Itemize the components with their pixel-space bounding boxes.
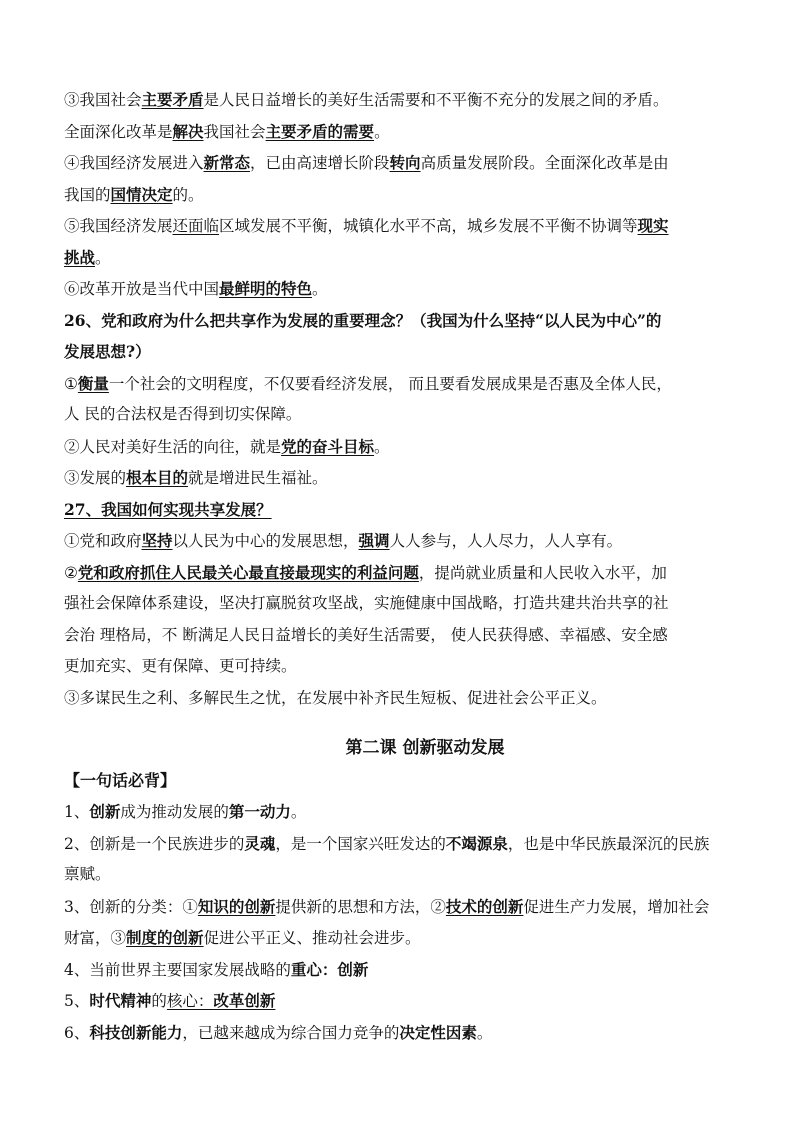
- body-text: 就是增进民生福祉。: [188, 469, 328, 487]
- emphasis-text: 核心：: [166, 992, 214, 1010]
- emphasis-text: 26、党和政府为什么把共享作为发展的重要理念？（我国为什么坚持“以人民为中心”的: [64, 310, 662, 330]
- body-text: ，也是中华民族最深沉的民族: [507, 834, 710, 853]
- body-text: 。: [290, 803, 307, 821]
- body-text: ③多谋民生之利、多解民生之忧，在发展中补齐民生短板、促进社会公平正义。: [64, 688, 607, 707]
- text-line: [64, 242, 744, 274]
- emphasis-text: 最鲜明的特色: [219, 279, 313, 298]
- top-block: [64, 84, 744, 714]
- text-line: [64, 431, 744, 463]
- text-line: [64, 828, 744, 860]
- text-line: [64, 84, 744, 116]
- emphasis-text: 改革创新: [213, 991, 276, 1010]
- body-text: ，已越来越成为综合国力竞争的: [182, 1023, 400, 1042]
- emphasis-text: 不竭源泉: [445, 833, 508, 853]
- body-text: ，是一个国家兴旺发达的: [275, 834, 446, 853]
- emphasis-text: 党和政府抓住人民最关心最直接最现实的利益问题: [77, 562, 419, 582]
- text-line: [64, 273, 744, 305]
- text-line: [64, 494, 744, 526]
- body-text: 。: [374, 122, 390, 141]
- emphasis-text: 27、我国如何实现共享发展？: [64, 499, 272, 519]
- emphasis-text: 还面临: [172, 217, 220, 235]
- body-text: 6、: [64, 1023, 90, 1042]
- emphasis-text: 新常态: [203, 153, 251, 172]
- body-text: 的: [151, 992, 167, 1010]
- text-line: [64, 922, 744, 954]
- emphasis-text: 时代精神: [89, 991, 152, 1010]
- text-line: [64, 462, 744, 494]
- text-line: [64, 683, 744, 715]
- text-line: [64, 336, 744, 368]
- body-text: 。: [312, 280, 328, 298]
- body-text: 促进生产力发展，增加社会: [523, 897, 710, 916]
- body-text: 人 民的合法权是否得到切实保障。: [64, 405, 302, 423]
- body-text: 我国的: [64, 185, 111, 204]
- emphasis-text: 挑战: [64, 247, 96, 267]
- text-line: [64, 116, 744, 148]
- emphasis-text: 主要矛盾的需要: [265, 121, 375, 141]
- body-text: ①党和政府: [64, 532, 142, 550]
- text-line: [64, 179, 744, 211]
- body-text: 。: [476, 1023, 493, 1042]
- text-line: [64, 651, 744, 683]
- emphasis-text: 制度的创新: [126, 928, 204, 947]
- body-text: 财富，③: [64, 929, 127, 947]
- body-text: ③发展的: [64, 469, 127, 487]
- body-text: ⑤我国经济发展: [64, 217, 173, 235]
- body-text: 2、创新是一个民族进步的: [64, 834, 245, 853]
- body-text: 的。: [172, 185, 204, 204]
- emphasis-text: 根本目的: [126, 468, 189, 487]
- text-line: [64, 210, 744, 242]
- text-line: [64, 399, 744, 431]
- text-line: [64, 588, 744, 620]
- emphasis-text: 主要矛盾: [141, 90, 204, 109]
- text-line: [64, 1017, 744, 1049]
- body-text: 以人民为中心的发展思想，: [172, 532, 359, 550]
- body-text: 强社会保障体系建设，坚决打赢脱贫攻坚战，实施健康中国战略，打造共建共治共享的社: [64, 594, 669, 612]
- body-text: 1、: [64, 803, 90, 821]
- bottom-block: [64, 796, 744, 1048]
- body-text: 提供新的思想和方法，②: [275, 897, 446, 916]
- emphasis-text: 灵魂: [244, 833, 276, 853]
- body-text: 我国社会: [203, 122, 266, 141]
- emphasis-text: 重心：创新: [290, 959, 369, 979]
- emphasis-text: 发展思想?）: [64, 342, 151, 361]
- body-text: 一个社会的文明程度，不仅要看经济发展， 而且要看发展成果是否惠及全体人民，: [108, 374, 672, 393]
- body-text: ③我国社会: [64, 91, 142, 109]
- text-line: [64, 859, 744, 891]
- text-line: [64, 891, 744, 923]
- body-text: ⑥改革开放是当代中国: [64, 280, 220, 298]
- emphasis-text: 现实: [637, 216, 669, 235]
- emphasis-text: 国情决定: [110, 184, 173, 204]
- text-line: [64, 147, 744, 179]
- text-line: [64, 954, 744, 986]
- body-text: 更加充实、更有保障、更可持续。: [64, 657, 297, 675]
- lesson-title: 第二课 创新驱动发展: [345, 738, 505, 758]
- emphasis-text: 解决: [172, 121, 204, 141]
- emphasis-text: 创新: [89, 802, 121, 821]
- emphasis-text: 第一动力: [228, 802, 291, 821]
- body-text: ，提尚就业质量和人民收入水平，加: [418, 563, 667, 582]
- emphasis-text: 转向: [389, 153, 421, 172]
- body-text: 是人民日益增长的美好生活需要和不平衡不充分的发展之间的矛盾。: [203, 91, 669, 109]
- text-line: [64, 557, 744, 589]
- body-text: 。: [95, 248, 111, 267]
- emphasis-text: 技术的创新: [445, 896, 524, 916]
- section-heading: 【一句话必背】: [64, 771, 177, 790]
- text-line: [64, 525, 744, 557]
- text-line: [64, 985, 744, 1017]
- document-page: [64, 84, 744, 1048]
- body-text: 促进公平正义、推动社会进步。: [203, 929, 421, 947]
- emphasis-text: 坚持: [141, 531, 173, 550]
- body-text: 成为推动发展的: [120, 803, 229, 821]
- emphasis-text: 知识的创新: [197, 896, 276, 916]
- body-text: 会治 理格局，不 断满足人民日益增长的美好生活需要， 使人民获得感、幸福感、安全感: [64, 625, 668, 644]
- body-text: 区域发展不平衡，城镇化水平不高，城乡发展不平衡不协调等: [219, 217, 638, 235]
- text-line: [64, 796, 744, 828]
- text-line: [64, 305, 744, 337]
- body-text: 4、当前世界主要国家发展战略的: [64, 960, 291, 979]
- emphasis-text: 决定性因素: [399, 1022, 477, 1042]
- body-text: 高质量发展阶段。全面深化改革是由: [420, 154, 669, 172]
- emphasis-text: 科技创新能力: [89, 1022, 183, 1042]
- body-text: 人人参与，人人尽力，人人享有。: [389, 532, 623, 550]
- emphasis-text: 党的奋斗目标: [281, 436, 375, 456]
- body-text: 3、创新的分类：①: [64, 897, 198, 916]
- body-text: 。: [374, 437, 390, 456]
- body-text: 禀赋。: [64, 865, 111, 883]
- text-line: [64, 620, 744, 652]
- text-line: [64, 368, 744, 400]
- body-text: ②人民对美好生活的向往，就是: [64, 437, 282, 456]
- emphasis-text: 衡量: [77, 373, 109, 393]
- body-text: ②: [64, 563, 78, 582]
- body-text: 全面深化改革是: [64, 122, 173, 141]
- body-text: ①: [64, 374, 78, 393]
- emphasis-text: 强调: [358, 531, 390, 550]
- body-text: ④我国经济发展进入: [64, 154, 204, 172]
- body-text: ，已由高速增长阶段: [250, 154, 390, 172]
- body-text: 5、: [64, 992, 90, 1010]
